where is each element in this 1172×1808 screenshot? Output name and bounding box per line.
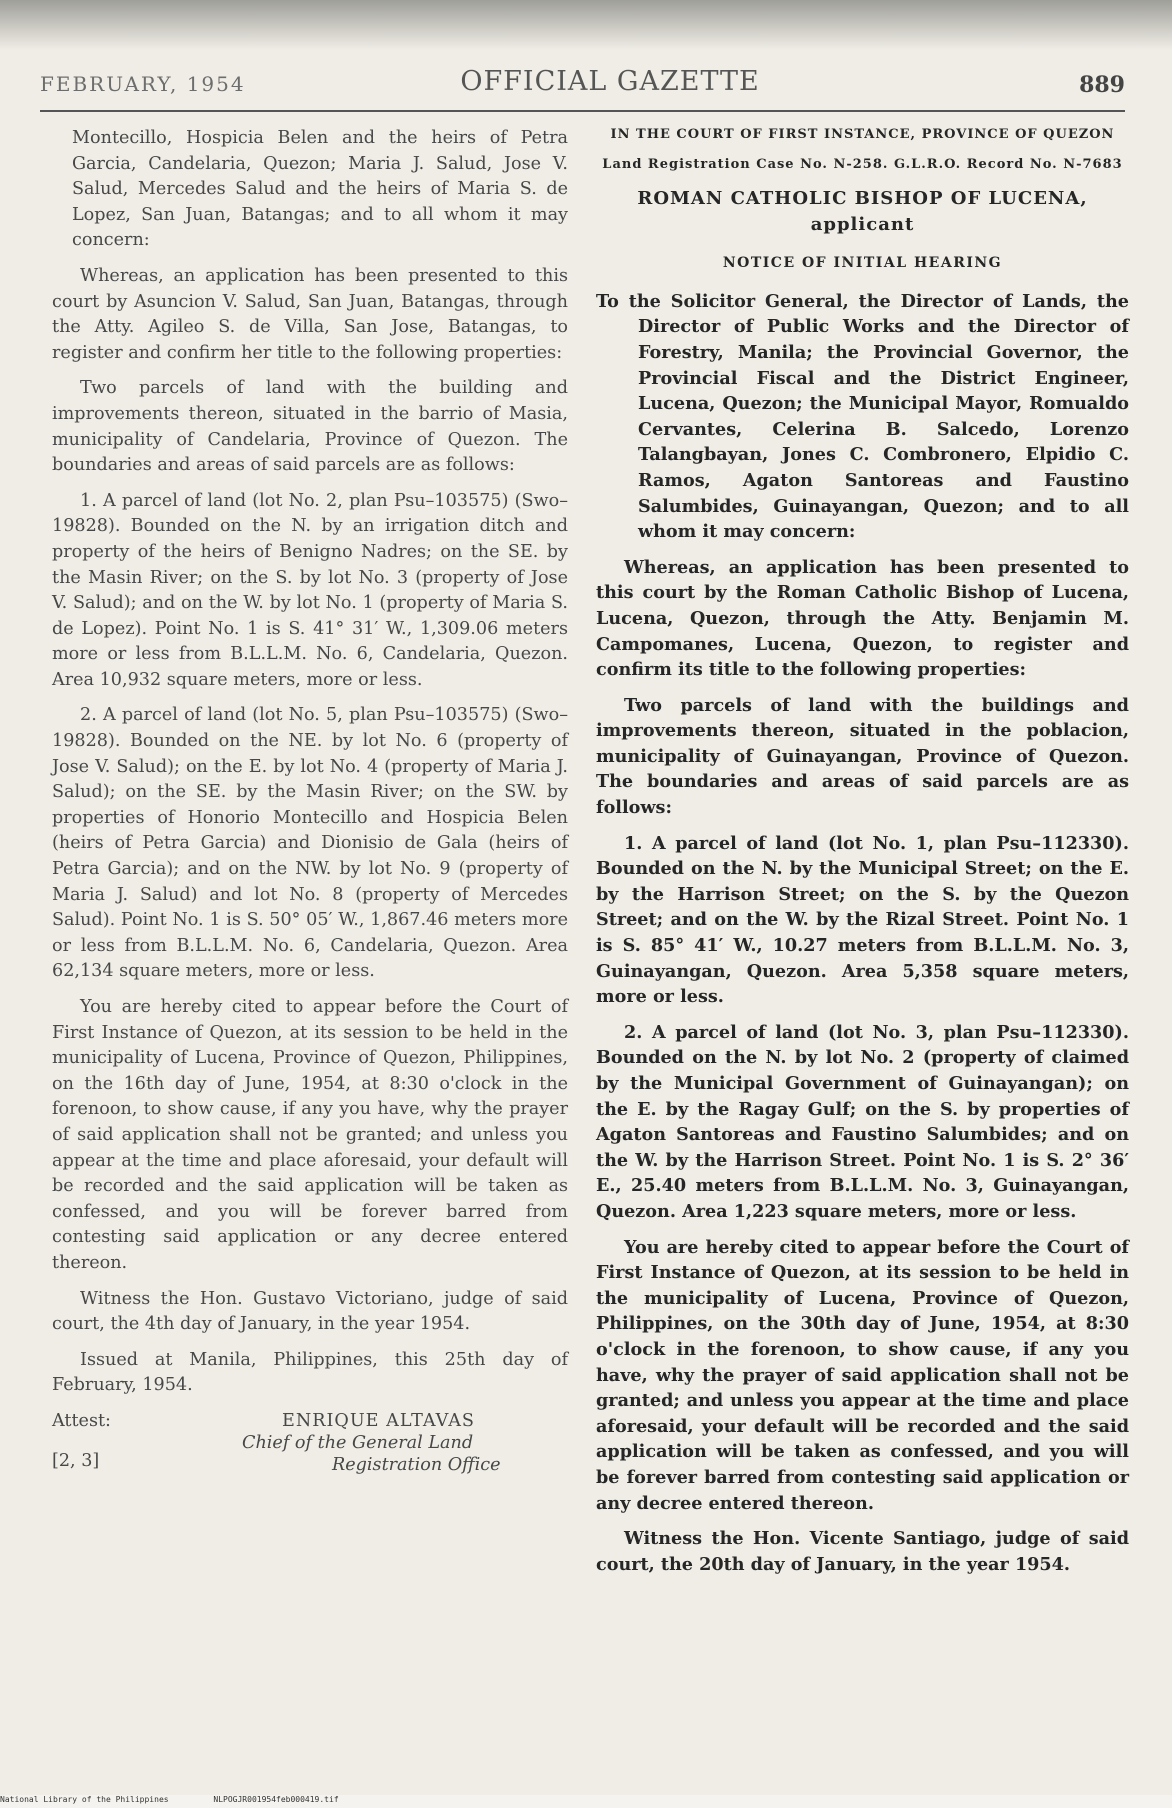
scan-shadow (0, 0, 1172, 50)
left-lot-2: 2. A parcel of land (lot No. 5, plan Psu–103575) (Swo–19828). Bounded on the NE. by lot No. 6 (property of Jose V. Salud); on the E. by lot No. 4 (property of Maria J. Salud); on the SE. by the Masin River; on the SW. by properties of Honorio Montecillo and Hospicia Belen (heirs of Petra Garcia) and Dionisio de Gala (heirs of Petra Garcia); and on the NW. by lot No. 9 (property of Maria J. Salud) and lot No. 8 (property of Mercedes Salud). Point No. 1 is S. 50° 05′ W., 1,867.46 meters more or less from B.L.L.M. No. 6, Candelaria, Quezon. Area 62,134 square meters, more or less. (52, 705, 568, 982)
scan-footer (0, 1795, 1172, 1808)
page-number: 889 (1079, 72, 1125, 98)
notice-title: NOTICE OF INITIAL HEARING (722, 255, 1003, 272)
right-column (596, 126, 1129, 1587)
right-lot-1: 1. A parcel of land (lot No. 1, plan Psu–112330). Bounded on the N. by the Municipal Street; on the E. by the Harrison Street; on the S. by the Quezon Street; and on the W. by the Rizal Street. Point No. 1 is S. 85° 41′ W., 10.27 meters from B.L.L.M. No. 3, Guinayangan, Quezon. Area 5,358 square meters, more or less. (596, 832, 1129, 1008)
applicant-line: ROMAN CATHOLIC BISHOP OF LUCENA, applicant (637, 188, 1088, 235)
right-addressees: To the Solicitor General, the Director of Lands, the Director of Public Works and the Director of Forestry, Manila; the Provincial Governor, the Provincial Fiscal and the District Engineer, Lucena, Quezon; the Municipal Mayor, Romualdo Cervantes, Celerina B. Salcedo, Lorenzo Talangbayan, Jones C. Combronero, Elpidio C. Ramos, Agaton Santoreas and Faustino Salumbides, Guinayangan, Quezon; and to all whom it may concern: (596, 290, 1129, 543)
signature-block (52, 1409, 568, 1489)
left-lot-1: 1. A parcel of land (lot No. 2, plan Psu–103575) (Swo–19828). Bounded on the N. by an irrigation ditch and property of the heirs of Benigno Nadres; on the SE. by the Masin River; on the S. by lot No. 3 (property of Jose V. Salud); and on the W. by lot No. 1 (property of Maria S. de Lopez). Point No. 1 is S. 41° 31′ W., 1,309.06 meters more or less from B.L.L.M. No. 6, Candelaria, Quezon. Area 10,932 square meters, more or less. (52, 490, 568, 690)
attest-label: Attest: (52, 1410, 111, 1431)
right-whereas: Whereas, an application has been presented to this court by the Roman Catholic Bishop of Lucena, Lucena, Quezon, through the Atty. Benjamin M. Campomanes, Lucena, Quezon, to register and confirm its title to the following properties: (596, 556, 1129, 681)
case-number: Land Registration Case No. N-258. G.L.R.O. Record No. N-7683 (602, 157, 1123, 172)
header-date: FEBRUARY, 1954 (40, 72, 246, 96)
footer-library: National Library of the Philippines (0, 1795, 169, 1804)
signer-office-line-1: Chief of the General Land (242, 1432, 474, 1453)
left-issued: Issued at Manila, Philippines, this 25th day of February, 1954. (52, 1349, 568, 1396)
signer-name: ENRIQUE ALTAVAS (282, 1410, 475, 1431)
right-parcels-intro: Two parcels of land with the buildings and improvements thereon, situated in the poblacion, municipality of Guinayangan, Province of Quezon. The boundaries and areas of said parcels are as follows: (596, 694, 1129, 819)
left-citation: You are hereby cited to appear before the Court of First Instance of Quezon, at its session to be held in the municipality of Lucena, Province of Quezon, Philippines, on the 16th day of June, 1954, at 8:30 o'clock in the forenoon, to show cause, if any you have, why the prayer of said application shall not be granted; and unless you appear at the time and place aforesaid, your default will be recorded and the said application will be taken as confessed, and you will be forever barred from contesting said application or any decree entered thereon. (52, 997, 568, 1273)
left-witness: Witness the Hon. Gustavo Victoriano, judge of said court, the 4th day of January, in the year 1954. (52, 1288, 568, 1335)
left-parcels-intro: Two parcels of land with the building and improvements thereon, situated in the barrio of Masia, municipality of Candelaria, Province of Quezon. The boundaries and areas of said parcels are as follows: (52, 378, 568, 476)
left-column (52, 126, 568, 1489)
right-citation: You are hereby cited to appear before the Court of First Instance of Quezon, at its session to be held in the municipality of Lucena, Province of Quezon, Philippines, on the 30th day of June, 1954, at 8:30 o'clock in the forenoon, to show cause, if any you have, why the prayer of said application shall not be granted; and unless you appear at the time and place aforesaid, your default will be recorded and the said application will be taken as confessed, and you will be forever barred from contesting said application or any decree entered thereon. (596, 1236, 1129, 1514)
reference-number: [2, 3] (52, 1450, 100, 1471)
footer-file: NLPOGJR001954feb000419.tif (213, 1795, 339, 1804)
right-lot-2: 2. A parcel of land (lot No. 3, plan Psu–112330). Bounded on the N. by lot No. 2 (property of claimed by the Municipal Government of Guinayangan); on the E. by the Ragay Gulf; on the S. by properties of Agaton Santoreas and Faustino Salumbides; and on the W. by the Harrison Street. Point No. 1 is S. 2° 36′ E., 25.40 meters from B.L.L.M. No. 3, Guinayangan, Quezon. Area 1,223 square meters, more or less. (596, 1021, 1129, 1222)
page-header (40, 66, 1125, 112)
right-witness: Witness the Hon. Vicente Santiago, judge of said court, the 20th day of January, in the year 1954. (596, 1528, 1129, 1575)
left-whereas: Whereas, an application has been presented to this court by Asuncion V. Salud, San Juan, Batangas, through the Atty. Agileo S. de Villa, San Jose, Batangas, to register and confirm her title to the following properties: (52, 265, 568, 363)
signer-office-line-2: Registration Office (332, 1454, 501, 1475)
court-heading: IN THE COURT OF FIRST INSTANCE, PROVINCE OF QUEZON (610, 127, 1115, 142)
header-title: OFFICIAL GAZETTE (460, 66, 760, 97)
left-addressees: Montecillo, Hospicia Belen and the heirs of Petra Garcia, Candelaria, Quezon; Maria J. Salud, Jose V. Salud, Mercedes Salud and the heirs of Maria S. de Lopez, San Juan, Batangas; and to all whom it may concern: (72, 128, 568, 251)
